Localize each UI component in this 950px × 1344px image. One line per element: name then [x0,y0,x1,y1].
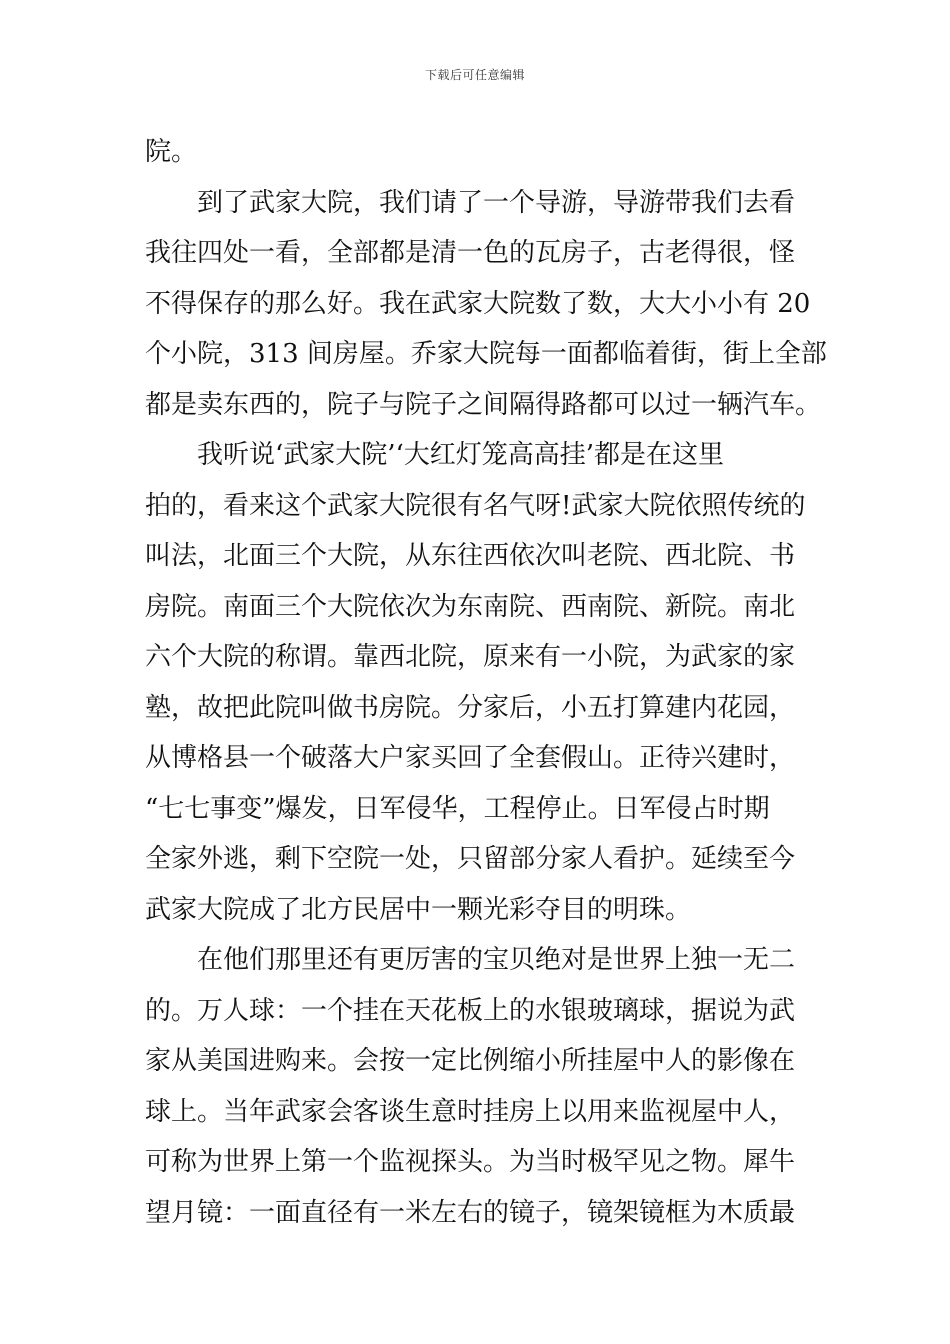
text-line: 球上。当年武家会客谈生意时挂房上以用来监视屋中人， [145,1096,796,1127]
text-line: 家从美国进购来。会按一定比例缩小所挂屋中人的影像在 [145,1046,796,1076]
text-line: 从博格县一个破落大户家买回了全套假山。正待兴建时， [145,743,796,773]
text-line: 在他们那里还有更厉害的宝贝绝对是世界上独一无二 [197,945,796,975]
page-header: 下载后可任意编辑 [424,68,525,82]
text-line: 可称为世界上第一个监视探头。为当时极罕见之物。犀牛 [145,1147,796,1177]
text-line: 不得保存的那么好。我在武家大院数了数，大大小小有 20 [145,288,811,319]
text-line: 我听说‘武家大院’‘大红灯笼高高挂’都是在这里 [197,440,725,470]
text-line: 武家大院成了北方民居中一颗光彩夺目的明珠。 [145,894,692,925]
document-body [145,127,827,1238]
text-line: 到了武家大院，我们请了一个导游，导游带我们去看 [197,187,796,218]
text-line: 拍的，看来这个武家大院很有名气呀!武家大院依照传统的 [145,490,806,521]
text-line: “七七事变”爆发，日军侵华，工程停止。日军侵占时期 [145,793,770,824]
text-line: 六个大院的称谓。靠西北院，原来有一小院，为武家的家 [145,642,796,672]
text-line: 房院。南面三个大院依次为东南院、西南院、新院。南北 [145,591,796,622]
text-line: 塾，故把此院叫做书房院。分家后，小五打算建内花园， [145,692,796,723]
text-line: 全家外逃，剩下空院一处，只留部分家人看护。延续至今 [145,844,796,874]
text-line: 都是卖东西的，院子与院子之间隔得路都可以过一辆汽车。 [145,389,822,420]
text-line: 的。万人球：一个挂在天花板上的水银玻璃球，据说为武 [145,995,796,1026]
text-line: 个小院，313 间房屋。乔家大院每一面都临着街，街上全部 [145,339,827,369]
text-line: 我往四处一看，全部都是清一色的瓦房子，古老得很，怪 [145,238,796,268]
text-line: 叫法，北面三个大院，从东往西依次叫老院、西北院、书 [145,541,796,571]
text-line: 院。 [145,137,198,167]
text-line: 望月镜：一面直径有一米左右的镜子，镜架镜框为木质最 [145,1197,796,1228]
